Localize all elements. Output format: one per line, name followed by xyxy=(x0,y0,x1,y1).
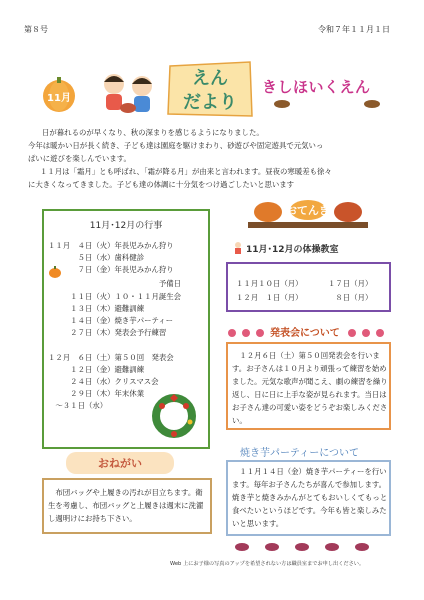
event-line: ７日（金）年長児みかん狩り xyxy=(48,265,174,274)
gym-date: １２月 １日（月） xyxy=(236,293,303,302)
decorative-leaves xyxy=(262,96,392,110)
event-line: ２７日（木）発表会予行練習 xyxy=(48,328,167,337)
issue-number: 第８号 xyxy=(24,25,48,34)
event-line: １２月 ６日（土）第５０回 発表会 xyxy=(48,353,174,362)
month-badge-label: 11月 xyxy=(47,93,71,104)
event-line: １１月 ４日（火）年長児みかん狩り xyxy=(48,241,174,250)
children-illustration xyxy=(96,68,162,116)
leaf-banner-label: おてんき xyxy=(286,204,330,217)
leaf-banner xyxy=(248,198,368,230)
school-name: きしほいくえん xyxy=(262,78,371,96)
request-banner-label: おねがい xyxy=(98,457,142,470)
event-line: １２日（金）避難訓練 xyxy=(48,365,145,374)
month-badge xyxy=(42,74,76,114)
happyokai-title: 発表会について xyxy=(270,328,340,339)
events-title: 11月･12月の行事 xyxy=(89,221,163,231)
gym-date: １７日（月） xyxy=(328,279,373,288)
event-line: １３日（木）避難訓練 xyxy=(48,304,145,313)
intro-line-5: に大きくなってきました。子ども達の体調に十分気をつけ過ごしたいと思います xyxy=(28,180,295,189)
issue-date: 令和７年１１月１日 xyxy=(318,25,390,34)
newsletter-title xyxy=(164,58,256,120)
footer-note: Web 上にお子様の写真のアップを希望されない方は職員室までお申し出ください。 xyxy=(170,561,365,567)
decorative-flowers xyxy=(346,324,392,336)
title-line1: えん xyxy=(192,68,228,89)
title-line2: だより xyxy=(183,92,237,113)
gym-date: １１月１０日（月） xyxy=(236,279,303,288)
yakiimo-title: 焼き芋パーティーについて xyxy=(240,448,359,459)
intro-line-2: 今年は暖かい日が長く続き、子ども達は園庭を駆けまわり、砂遊びや固定遊具で元気いっ xyxy=(28,141,324,150)
event-line: １４日（金）焼き芋パーティー xyxy=(48,316,174,325)
wreath-icon xyxy=(150,392,198,440)
happyokai-text: １２月６日（土）第５０回発表会を行います。お子さんは１０月より頑張って練習を始めました。元気な歌声が聞こえ、劇の練習を繰り返し、日に日に上手な姿が見られます。当日はお子さん達の可愛い姿をどうぞお楽しみください。 xyxy=(232,351,388,425)
event-line: ～３１日（水） xyxy=(48,401,108,410)
intro-line-3: ぱいに遊びを楽しんでいます。 xyxy=(28,154,131,163)
intro-line-1: 日が暮れるのが早くなり、秋の深まりを感じるようになりました。 xyxy=(42,128,264,137)
event-line: ５日（水）歯科健診 xyxy=(48,253,145,262)
child-icon xyxy=(232,240,244,254)
intro-line-4: １１月は「霜月」とも呼ばれ、「霜が降る月」が由来と言われます。昼夜の寒暖差も徐々 xyxy=(40,167,332,176)
decorative-flowers xyxy=(226,324,268,336)
request-banner xyxy=(66,450,174,476)
event-line: ２４日（水）クリスマス会 xyxy=(48,377,159,386)
decorative-sweet-potatoes xyxy=(232,538,392,550)
yakiimo-text: １１月１４日（金）焼き芋パーティーを行います。毎年お子さんたちが喜んで参加します。焼き芋と焼きみかんがとてもおいしくてもっと食べたいというほどです。今年も皆と楽しみたいと思います。 xyxy=(232,467,388,528)
gym-date: ８日（月） xyxy=(328,293,373,302)
event-line: ２９日（木）年末休業 xyxy=(48,389,145,398)
request-text: 布団バッグや上履きの汚れが目立ちます。衛生を考慮し、布団バッグと上履きは週末に洗濯し週明けにお持ち下さい。 xyxy=(48,488,204,523)
gym-title: 11月･12月の体操教室 xyxy=(246,245,339,255)
event-line: 予備日 xyxy=(48,279,182,288)
event-line: １１日（火）１０・１１月誕生会 xyxy=(48,292,182,301)
